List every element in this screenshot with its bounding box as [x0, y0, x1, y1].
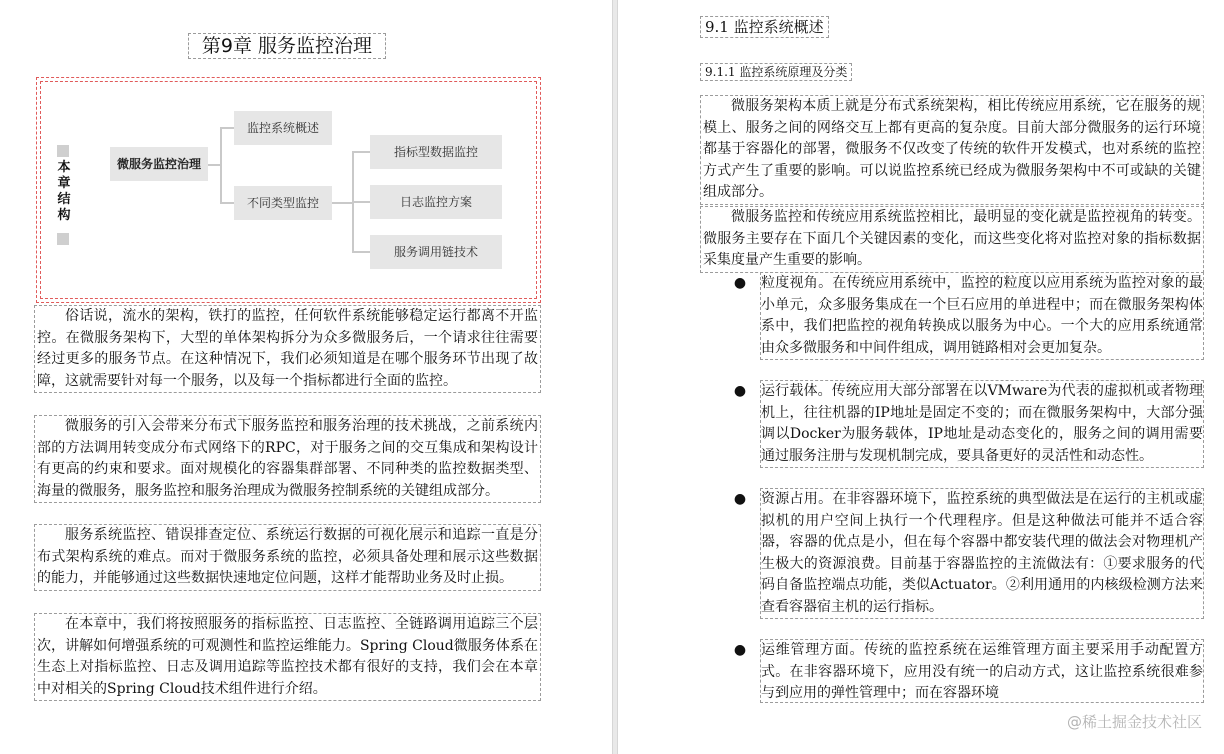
connector-root — [208, 164, 220, 166]
chapter-structure-diagram — [36, 77, 541, 303]
branch-node-overview: 监控系统概述 — [234, 111, 332, 145]
bullet-item-resource-usage — [733, 488, 1204, 619]
bullet-item-granularity — [733, 272, 1204, 360]
watermark-text: @稀土掘金技术社区 — [1066, 713, 1202, 731]
connector-root-vertical — [220, 127, 222, 203]
child-node-metrics: 指标型数据监控 — [370, 135, 502, 169]
chapter-structure-label-text: 本章结构 — [57, 160, 71, 223]
bullet-text: 运行载体。传统应用大部分部署在以VMware为代表的虚拟机或者物理机上，往往机器的IP地址是固定不变的；而在微服务架构中，大部分强调以Docker为服务载体，IP地址是动态变化的，服务之间的调用需要通过服务注册与发现机制完成，要具备更好的灵活性和动态性。 — [761, 383, 1203, 464]
section-title: 9.1 监控系统概述 — [700, 16, 829, 38]
connector-branch-2-out — [332, 202, 352, 204]
left-paragraph-3: 服务系统监控、错误排查定位、系统运行数据的可视化展示和追踪一直是分布式架构系统的难点。而对于微服务系统的监控，必须具备处理和展示这些数据的能力，并能够通过这些数据快速地定位问题，这样才能帮助业务及时止损。 — [34, 524, 541, 591]
bullet-item-operations — [733, 639, 1204, 703]
bullet-text: 资源占用。在非容器环境下，监控系统的典型做法是在运行的主机或虚拟机的用户空间上执行一个代理程序。但是这种做法可能并不适合容器，容器的优点是小，但在每个容器中都安装代理的做法会对物理机产生极大的资源浪费。目前基于容器监控的主流做法有：①要求服务的代码自备监控端点功能，类似Actuator。②利用通用的内核级检测方法来查看容器宿主机的运行指标。 — [761, 491, 1203, 615]
label-bottom-squares-icon — [57, 233, 69, 245]
branch-node-monitoring-types: 不同类型监控 — [234, 186, 332, 220]
left-paragraph-1: 俗话说，流水的架构，铁打的监控，任何软件系统能够稳定运行都离不开监控。在微服务架构下，大型的单体架构拆分为众多微服务后，一个请求往往需要经过更多的服务节点。在这种情况下，我们必须知道是在哪个服务环节出现了故障，这就需要针对每一个服务，以及每一个指标都进行全面的监控。 — [34, 305, 541, 393]
right-paragraph-1: 微服务架构本质上就是分布式系统架构，相比传统应用系统，它在服务的规模上、服务之间的网络交互上都有更高的复杂度。目前大部分微服务的运行环境都基于容器化的部署，微服务不仅改变了传统的软件开发模式，也对系统的监控方式产生了重要的影响。可以说监控系统已经成为微服务架构中不可或缺的关键组成部分。 — [700, 95, 1204, 205]
child-node-logging: 日志监控方案 — [370, 185, 502, 219]
bullet-item-runtime-carrier — [733, 380, 1204, 468]
connector-branch-2 — [220, 202, 234, 204]
connector-child-3 — [352, 251, 370, 253]
connector-branch-1 — [220, 127, 234, 129]
subsection-title: 9.1.1 监控系统原理及分类 — [700, 63, 852, 81]
left-paragraph-4: 在本章中，我们将按照服务的指标监控、日志监控、全链路调用追踪三个层次，讲解如何增强系统的可观测性和监控运维能力。Spring Cloud微服务体系在生态上对指标监控、日志及调用追踪等监控技术都有很好的支持，我们会在本章中对相关的Spring Cloud技术组件进行介绍。 — [34, 613, 541, 701]
left-paragraph-2: 微服务的引入会带来分布式下服务监控和服务治理的技术挑战，之前系统内部的方法调用转变成分布式网络下的RPC，对于服务之间的交互集成和架构设计有更高的约束和要求。面对规模化的容器集群部署、不同种类的监控数据类型、海量的微服务，服务监控和服务治理成为微服务控制系统的关键组成部分。 — [34, 415, 541, 503]
bullet-dot-icon: ● — [733, 383, 747, 399]
label-top-squares-icon — [57, 145, 69, 157]
bullet-text: 粒度视角。在传统应用系统中，监控的粒度以应用系统为监控对象的最小单元，众多服务集成在一个巨石应用的单进程中；而在微服务架构体系中，我们把监控的视角转换成以服务为中心。一个大的应用系统通常由众多微服务和中间件组成，调用链路相对会更加复杂。 — [761, 275, 1203, 356]
chapter-structure-label — [56, 145, 72, 255]
chapter-title: 第9章 服务监控治理 — [188, 33, 386, 59]
bullet-dot-icon: ● — [733, 275, 747, 291]
bullet-dot-icon: ● — [733, 491, 747, 507]
bullet-text: 运维管理方面。传统的监控系统在运维管理方面主要采用手动配置方式。在非容器环境下，应用没有统一的启动方式，这让监控系统很难参与到应用的弹性管理中；而在容器环境 — [761, 642, 1203, 701]
bullet-dot-icon: ● — [733, 642, 747, 658]
connector-child-2 — [352, 201, 370, 203]
right-paragraph-2: 微服务监控和传统应用系统监控相比，最明显的变化就是监控视角的转变。微服务主要存在下面几个关键因素的变化，而这些变化将对监控对象的指标数据采集度量产生重要的影响。 — [700, 206, 1204, 273]
child-node-tracing: 服务调用链技术 — [370, 235, 502, 269]
root-node: 微服务监控治理 — [110, 147, 208, 181]
connector-child-1 — [352, 151, 370, 153]
